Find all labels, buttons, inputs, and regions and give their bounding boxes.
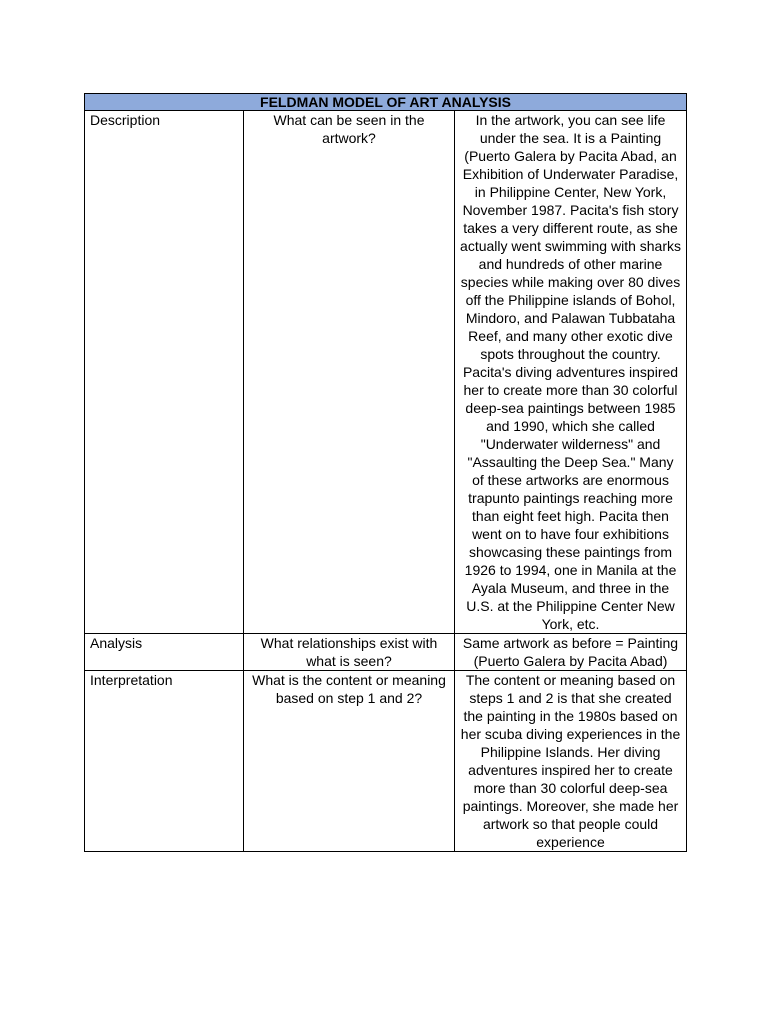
step-question: What is the content or meaning based on step 1 and 2? [244,671,455,852]
step-question: What relationships exist with what is seen? [244,634,455,671]
table-title-row [85,94,687,111]
step-label: Description [85,111,244,634]
table-title: FELDMAN MODEL OF ART ANALYSIS [85,94,687,111]
step-question: What can be seen in the artwork? [244,111,455,634]
table-row-analysis [85,634,687,671]
step-answer: Same artwork as before = Painting (Puerto Galera by Pacita Abad) [455,634,687,671]
table-row-description [85,111,687,634]
feldman-analysis-table [84,93,687,852]
step-label: Analysis [85,634,244,671]
step-answer: The content or meaning based on steps 1 and 2 is that she created the painting in the 1980s based on her scuba diving experiences in the Philippine Islands. Her diving adventures inspired her to create more than 30 colorful deep-sea paintings. Moreover, she made her artwork so that people could experience [455,671,687,852]
step-label: Interpretation [85,671,244,852]
table-row-interpretation [85,671,687,852]
step-answer: In the artwork, you can see life under the sea. It is a Painting (Puerto Galera by Pacita Abad, an Exhibition of Underwater Paradise, in Philippine Center, New York, November 1987. Pacita's fish story takes a very different route, as she actually went swimming with sharks and hundreds of other marine species while making over 80 dives off the Philippine islands of Bohol, Mindoro, and Palawan Tubbataha Reef, and many other exotic dive spots throughout the country. Pacita's diving adventures inspired her to create more than 30 colorful deep-sea paintings between 1985 and 1990, which she called "Underwater wilderness" and "Assaulting the Deep Sea." Many of these artworks are enormous trapunto paintings reaching more than eight feet high. Pacita then went on to have four exhibitions showcasing these paintings from 1926 to 1994, one in Manila at the Ayala Museum, and three in the U.S. at the Philippine Center New York, etc. [455,111,687,634]
